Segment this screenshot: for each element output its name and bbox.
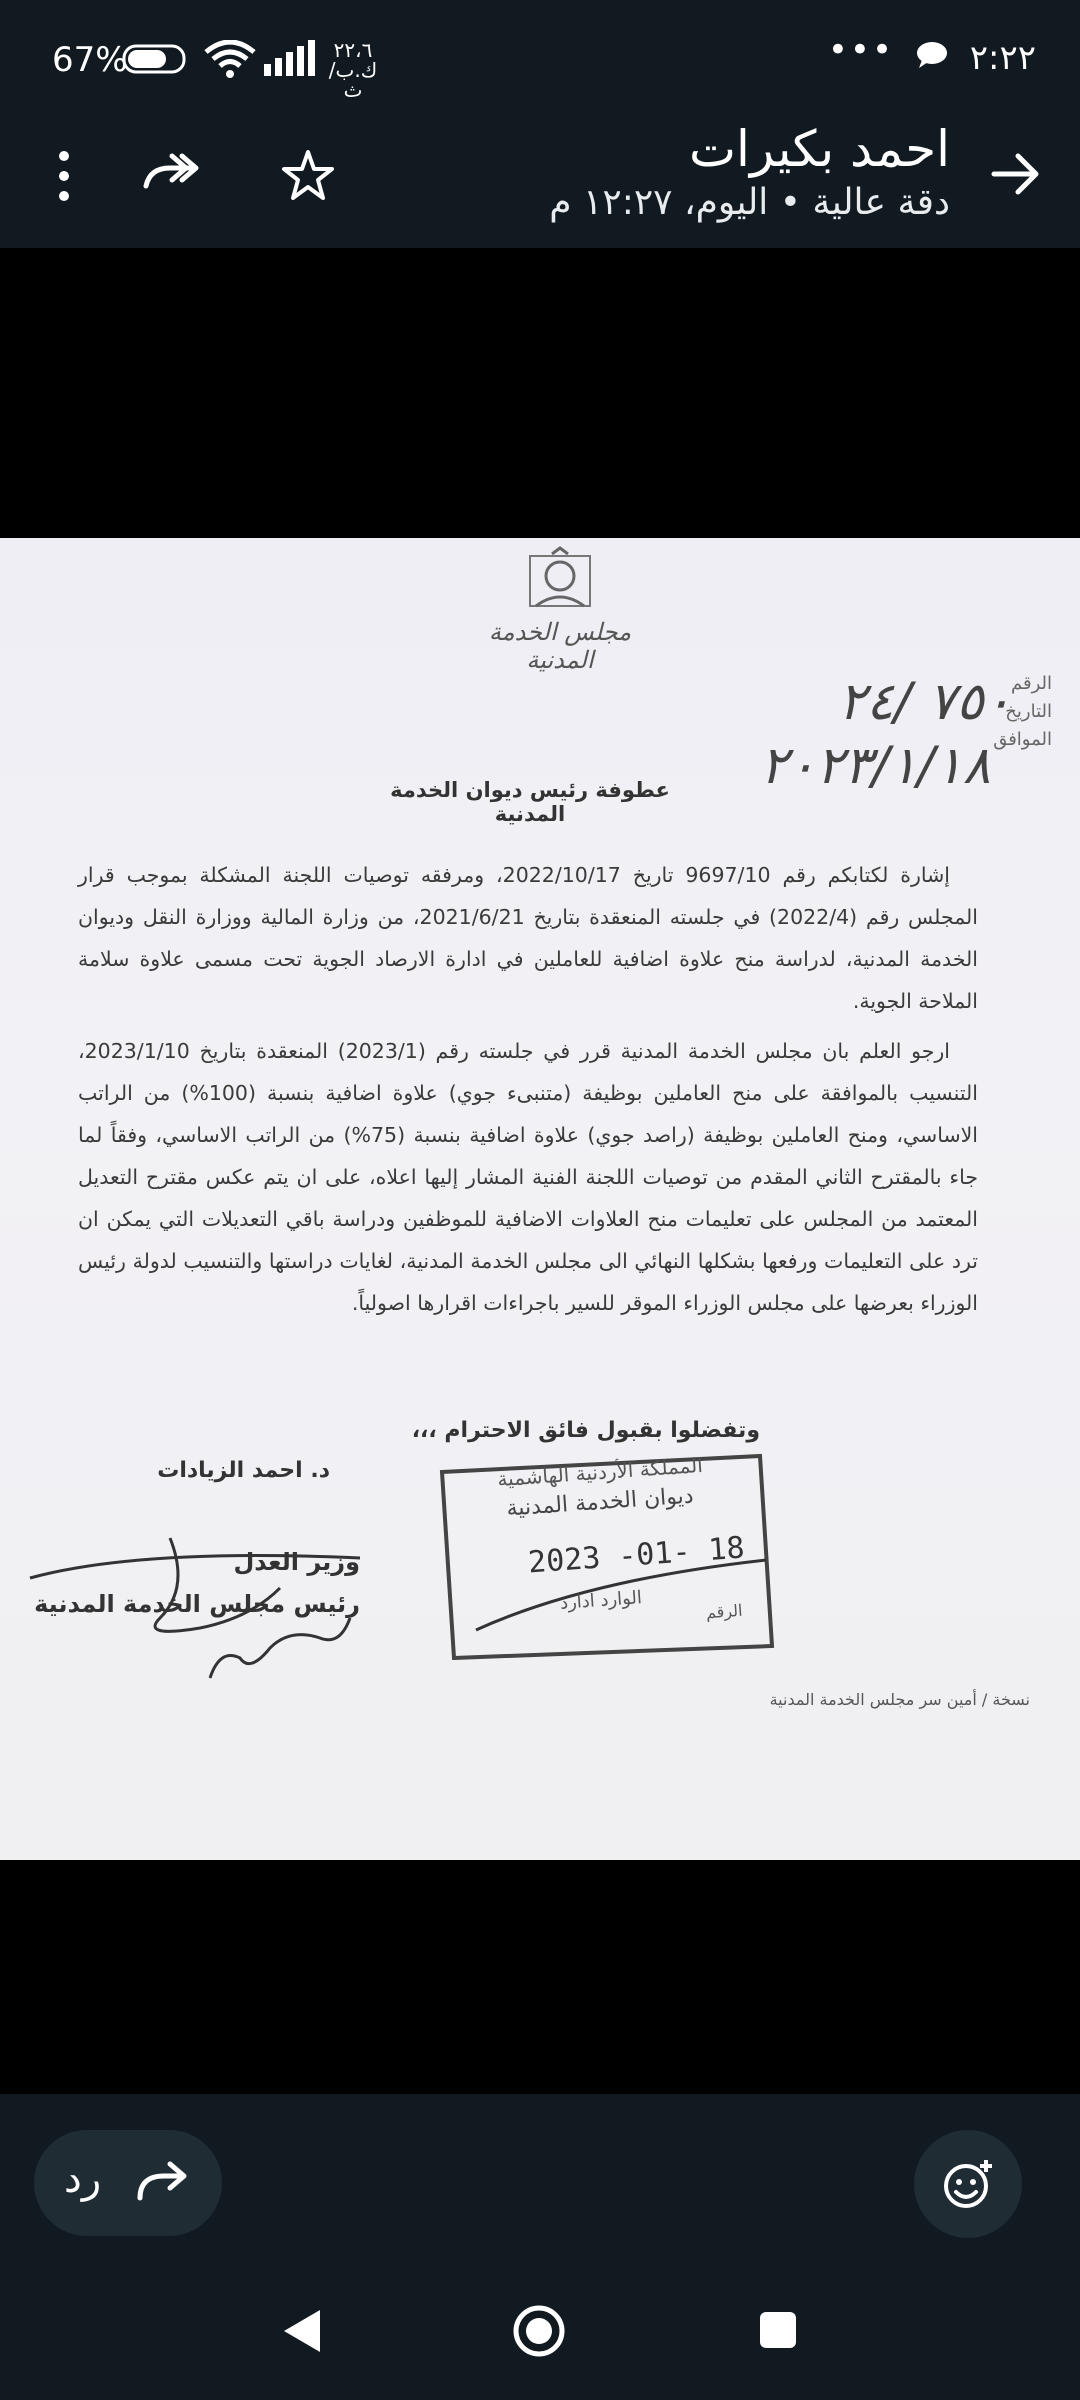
- app-bar: [0, 120, 1080, 248]
- closing-line: وتفضلوا بقبول فائق الاحترام ،،،: [411, 1418, 760, 1443]
- coat-of-arms-emblem: [520, 546, 600, 616]
- nav-recents-icon[interactable]: [758, 2310, 798, 2350]
- star-icon[interactable]: [278, 146, 338, 206]
- body-paragraph: ارجو العلم بان مجلس الخدمة المدنية قرر في جلسته رقم (2023/1) المنعقدة بتاريخ 2023/1/10، التنسيب بالموافقة على منح العاملين بوظيفة (متنبىء جوي) علاوة اضافية بنسبة (100%) من الراتب الاساسي، ومنح العاملين بوظيفة (راصد جوي) علاوة اضافية بنسبة (75%) من الراتب الاساسي، وفقاً لما جاء بالمقترح الثاني المقدم من توصيات اللجنة الفنية المشار إليها اعلاه، على ان يتم عكس مقترح التعديل المعتمد من المجلس على تعليمات منح العلاوات الاضافية للموظفين ودراسة باقي التعديلات التي يمكن ان ترد على التعليمات ورفعها بشكلها النهائي الى مجلس الخدمة المدنية، لغايات دراستها والتنسيب لدولة رئيس الوزراء بعرضها على مجلس الوزراء الموقر للسير باجراءات اقرارها اصولياً.: [78, 1039, 979, 1315]
- battery-percent: 67%: [52, 40, 128, 80]
- add-reaction-button[interactable]: [914, 2130, 1022, 2238]
- reference-number: ٧٥٠ /٢٤: [838, 672, 1012, 732]
- signer-title-council: رئيس مجلس الخدمة المدنية: [34, 1590, 360, 1618]
- label-number: الرقم: [1010, 673, 1052, 694]
- letter-body: [78, 854, 978, 1332]
- body-paragraph: إشارة لكتابكم رقم 9697/10 تاريخ 2022/10/17، ومرفقه توصيات اللجنة المشكلة بموجب قرار المجلس رقم (2022/4) في جلسته المنعقدة بتاريخ 2021/6/21، من وزارة المالية ووزارة النقل وديوان الخدمة المدنية، لدراسة منح علاوة اضافية للعاملين في ادارة الارصاد الجوية تحت مسمى علاوة سلامة الملاحة الجوية.: [78, 863, 978, 1013]
- signer-name: د. احمد الزيادات: [157, 1458, 330, 1483]
- status-time: ٢:٢٢: [969, 38, 1036, 78]
- reply-arrow-icon: [134, 2160, 190, 2204]
- add-reaction-icon: [942, 2158, 994, 2210]
- network-speed-unit: ك.ب/ث: [328, 58, 378, 102]
- reply-button[interactable]: [34, 2130, 222, 2236]
- back-arrow-icon[interactable]: [988, 146, 1044, 202]
- nav-home-icon[interactable]: [512, 2304, 566, 2358]
- chat-bubble-icon: [914, 40, 950, 70]
- signal-icon: [262, 40, 320, 78]
- contact-name: احمد بكيرات: [688, 120, 950, 178]
- network-speed: [328, 40, 378, 100]
- copy-to-note: نسخة / أمين سر مجلس الخدمة المدنية: [769, 1690, 1030, 1709]
- document-image[interactable]: [0, 538, 1080, 1860]
- signer-title-minister: وزير العدل: [233, 1548, 360, 1576]
- battery-icon: [122, 44, 190, 74]
- status-more-dots: •••: [827, 30, 894, 70]
- forward-icon[interactable]: [142, 150, 206, 202]
- reply-label: رد: [64, 2156, 102, 2202]
- handwritten-signature: [20, 1528, 380, 1698]
- bottom-action-bar: [0, 2094, 1080, 2262]
- document-date: ٢٠٢٣/١/١٨: [760, 736, 991, 796]
- stamp-kingdom: المملكة الأردنية الهاشمية: [496, 1452, 704, 1492]
- wifi-icon: [204, 40, 256, 80]
- system-nav-bar: [0, 2262, 1080, 2400]
- stamp-date: 2023 -01- 18: [527, 1530, 746, 1581]
- more-vert-icon[interactable]: [44, 146, 84, 206]
- council-letterhead: مجلس الخدمة المدنية: [488, 618, 632, 674]
- network-speed-value: ٢٢،٦: [333, 38, 373, 62]
- addressee: عطوفة رئيس ديوان الخدمة المدنية: [390, 778, 670, 826]
- media-subtitle: دقة عالية • اليوم، ١٢:٢٧ م: [549, 182, 950, 223]
- label-corresponding: الموافق: [993, 729, 1052, 750]
- stamp-bureau: ديوان الخدمة المدنية: [505, 1483, 695, 1522]
- status-bar: [0, 0, 1080, 120]
- stamp-received: الوارد ادارد: [559, 1587, 643, 1614]
- label-date: التاريخ: [1005, 701, 1052, 722]
- nav-back-icon[interactable]: [280, 2306, 324, 2356]
- stamp-number-label: الرقم: [705, 1600, 744, 1623]
